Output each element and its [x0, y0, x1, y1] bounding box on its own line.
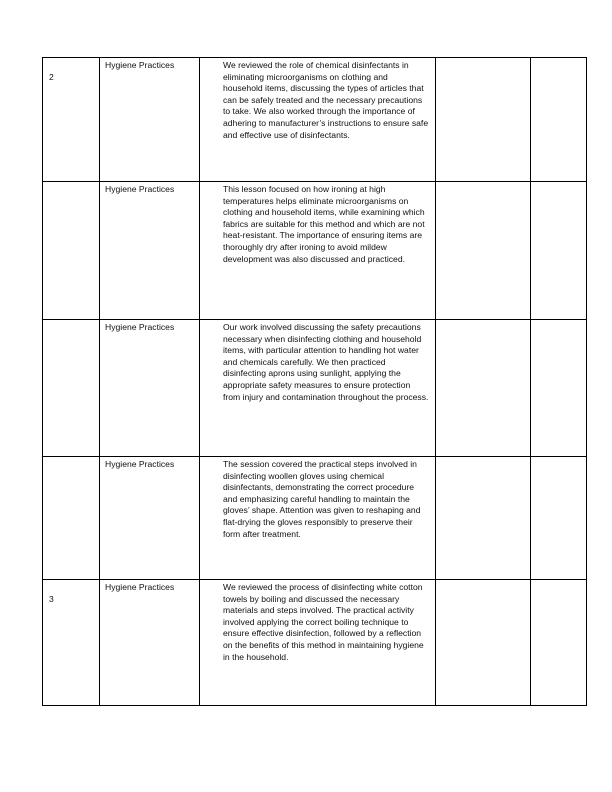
description-cell	[200, 580, 436, 706]
topic-cell	[100, 58, 200, 182]
topic-cell	[100, 320, 200, 457]
empty-cell	[436, 320, 531, 457]
week-cell	[43, 182, 100, 320]
topic-cell	[100, 457, 200, 580]
empty-cell	[531, 320, 587, 457]
lesson-log-table	[42, 57, 587, 706]
week-cell	[43, 320, 100, 457]
description-text: The session covered the practical steps involved in disinfecting woollen gloves using chemical disinfectants, demonstrating the correct procedure and emphasizing careful handling to maintain the gloves’ shape. Attention was given to reshaping and flat-drying the gloves responsibly to preserve their form after treatment.	[223, 459, 421, 539]
empty-cell	[436, 580, 531, 706]
description-text: Our work involved discussing the safety precautions necessary when disinfecting clothing and household items, with particular attention to handling hot water and chemicals carefully. We then practiced disinfecting aprons using sunlight, applying the appropriate safety measures to ensure protection from injury and contamination throughout the process.	[223, 322, 429, 402]
topic-cell	[100, 182, 200, 320]
empty-cell	[436, 182, 531, 320]
description-text: This lesson focused on how ironing at high temperatures helps eliminate microorganisms on clothing and household items, while examining which fabrics are suitable for this method and which are not heat-resistant. The importance of ensuring items are thoroughly dry after ironing to avoid mildew development was also discussed and practiced.	[223, 184, 425, 264]
week-cell	[43, 580, 100, 706]
topic-text: Hygiene Practices	[105, 184, 175, 194]
week-number	[43, 457, 99, 471]
empty-cell	[531, 580, 587, 706]
empty-cell	[436, 58, 531, 182]
topic-text: Hygiene Practices	[105, 582, 175, 592]
week-number: 2	[49, 72, 54, 82]
topic-text: Hygiene Practices	[105, 60, 175, 70]
week-cell	[43, 58, 100, 182]
description-cell	[200, 182, 436, 320]
table-row	[43, 58, 587, 182]
description-text: We reviewed the role of chemical disinfectants in eliminating microorganisms on clothing and household items, discussing the types of articles that can be safely treated and the necessary precautions to take. We also worked through the importance of adhering to manufacturer’s instructions to ensure safe and effective use of disinfectants.	[223, 60, 429, 140]
topic-cell	[100, 580, 200, 706]
empty-cell	[531, 58, 587, 182]
table-row	[43, 580, 587, 706]
empty-cell	[531, 182, 587, 320]
week-number	[43, 320, 99, 334]
description-text: We reviewed the process of disinfecting white cotton towels by boiling and discussed the necessary materials and steps involved. The practical activity involved applying the correct boiling technique to ensure effective disinfection, followed by a reflection on the benefits of this method in maintaining hygiene in the household.	[223, 582, 424, 662]
week-cell	[43, 457, 100, 580]
topic-text: Hygiene Practices	[105, 459, 175, 469]
description-cell	[200, 457, 436, 580]
table-row	[43, 457, 587, 580]
table-row	[43, 320, 587, 457]
empty-cell	[531, 457, 587, 580]
week-number: 3	[49, 594, 54, 604]
description-cell	[200, 58, 436, 182]
week-number	[43, 182, 99, 196]
table-row	[43, 182, 587, 320]
topic-text: Hygiene Practices	[105, 322, 175, 332]
description-cell	[200, 320, 436, 457]
empty-cell	[436, 457, 531, 580]
